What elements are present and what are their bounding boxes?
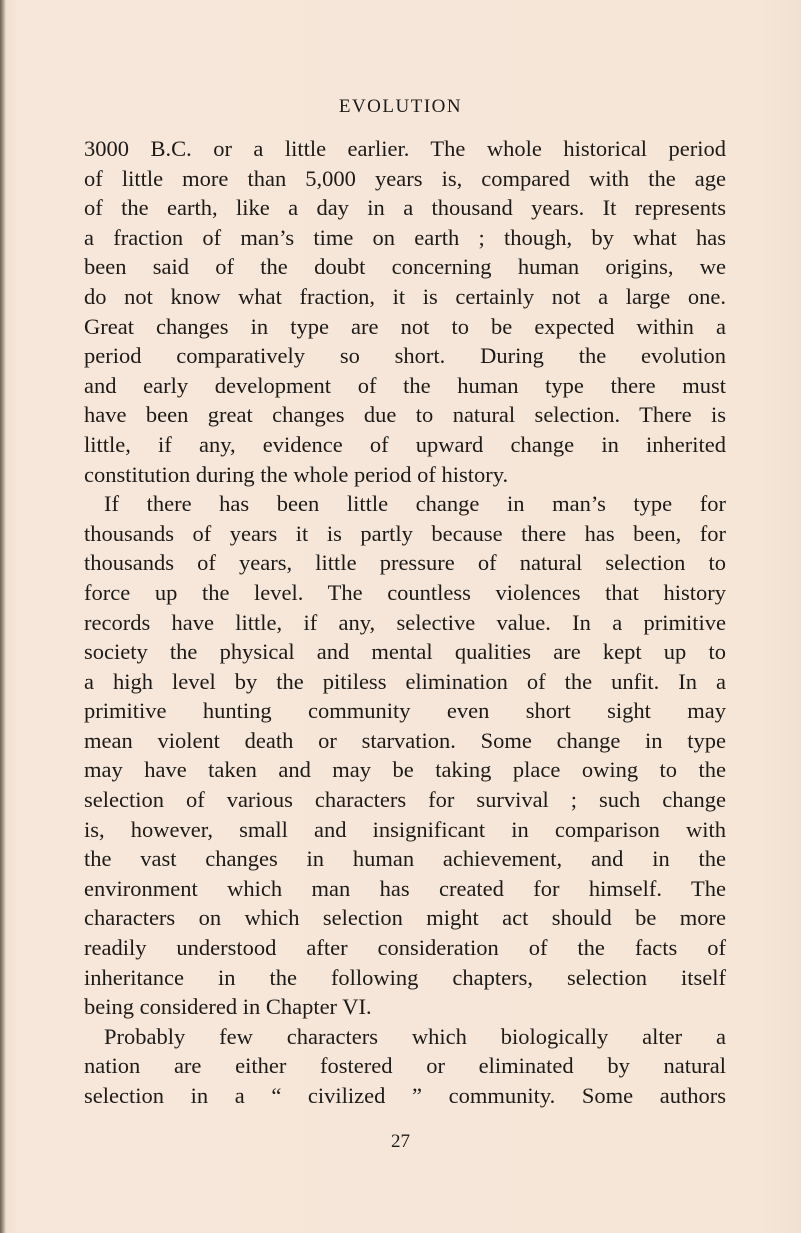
- page-number: 27: [391, 1131, 410, 1152]
- text-line: been said of the doubt concerning human origins, we: [84, 254, 726, 280]
- text-line: being considered in Chapter VI.: [84, 994, 372, 1020]
- text-line: is, however, small and insignificant in comparison with: [84, 816, 726, 842]
- text-line: may have taken and may be taking place owing to the: [84, 757, 726, 783]
- running-head: EVOLUTION: [338, 96, 463, 117]
- text-line: a high level by the pitiless elimination of the unfit. In a: [84, 668, 726, 694]
- text-line: and early development of the human type there must: [84, 372, 726, 398]
- text-line: nation are either fostered or eliminated by natural: [84, 1053, 726, 1079]
- paragraph-2: [84, 489, 726, 1022]
- paragraph-1: [84, 134, 726, 489]
- text-line: a fraction of man’s time on earth ; though, by what has: [84, 224, 726, 250]
- text-line: records have little, if any, selective value. In a primitive: [84, 609, 726, 635]
- text-line: the vast changes in human achievement, and in the: [84, 846, 726, 872]
- text-line: Great changes in type are not to be expected within a: [84, 313, 726, 339]
- text-line: inheritance in the following chapters, selection itself: [84, 964, 726, 990]
- text-line: 3000 B.C. or a little earlier. The whole historical period: [84, 136, 726, 161]
- text-line: little, if any, evidence of upward change in inherited: [84, 431, 726, 457]
- text-line: period comparatively so short. During the evolution: [84, 343, 726, 369]
- text-line: selection in a “ civilized ” community. Some authors: [84, 1083, 726, 1108]
- body-text: [84, 134, 726, 1111]
- text-line: Probably few characters which biologically alter a: [104, 1023, 726, 1049]
- text-line: primitive hunting community even short sight may: [84, 698, 726, 724]
- text-line: of the earth, like a day in a thousand years. It represents: [84, 195, 726, 221]
- text-line: readily understood after consideration of the facts of: [84, 935, 726, 961]
- text-line: characters on which selection might act should be more: [84, 905, 726, 931]
- text-line: have been great changes due to natural selection. There is: [84, 402, 726, 428]
- text-line: thousands of years it is partly because there has been, for: [84, 520, 726, 546]
- text-line: selection of various characters for survival ; such change: [84, 787, 726, 813]
- text-line: thousands of years, little pressure of natural selection to: [84, 550, 726, 576]
- text-line: do not know what fraction, it is certainly not a large one.: [84, 283, 726, 309]
- text-line: mean violent death or starvation. Some change in type: [84, 727, 726, 753]
- text-line: of little more than 5,000 years is, compared with the age: [84, 165, 726, 191]
- text-line: constitution during the whole period of history.: [84, 461, 509, 487]
- binding-edge: [0, 0, 6, 1233]
- text-line: If there has been little change in man’s type for: [104, 491, 726, 517]
- text-line: environment which man has created for himself. The: [84, 875, 726, 901]
- text-line: force up the level. The countless violences that history: [84, 579, 726, 605]
- text-line: society the physical and mental qualities are kept up to: [84, 639, 726, 665]
- paragraph-3: [84, 1022, 726, 1111]
